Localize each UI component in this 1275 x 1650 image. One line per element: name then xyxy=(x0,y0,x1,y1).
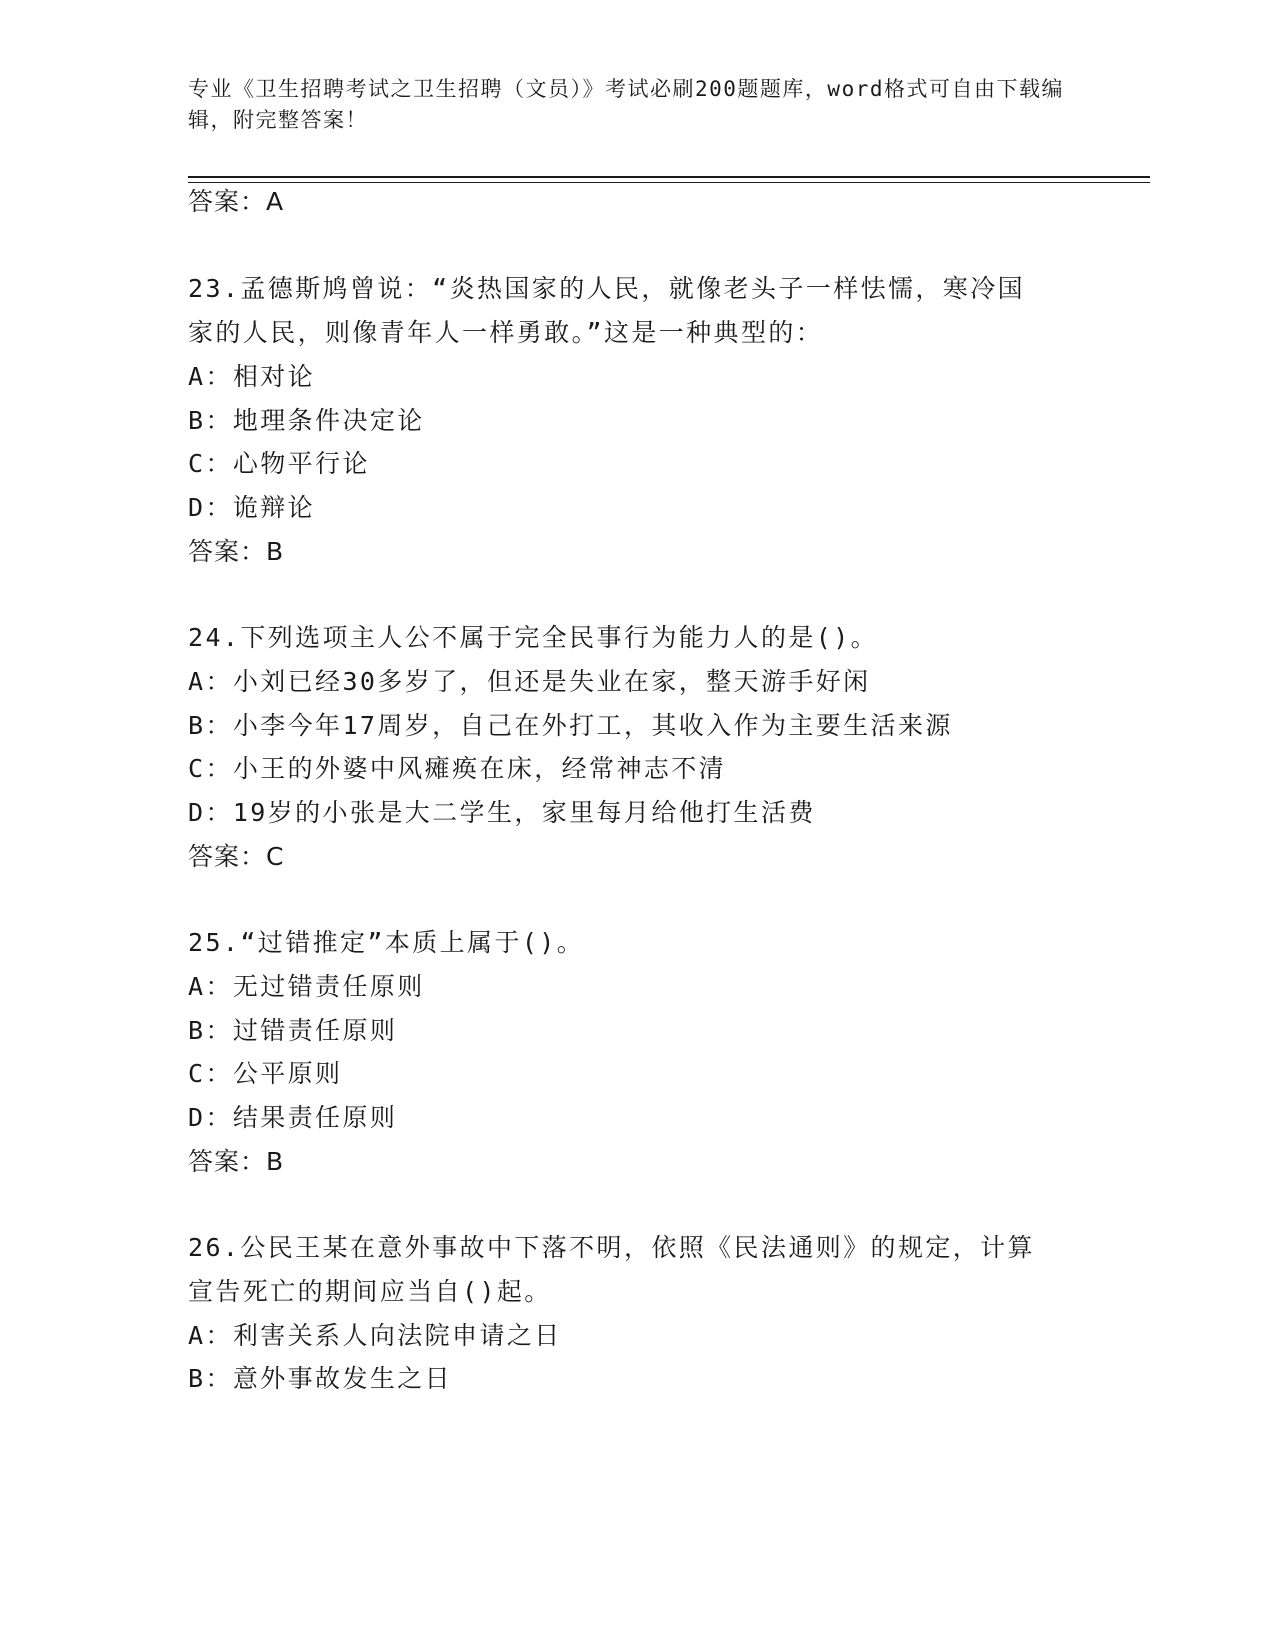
page-header: 专业《卫生招聘考试之卫生招聘（文员）》考试必刷200题题库，word格式可自由下载编辑，附完整答案！ xyxy=(188,77,1064,132)
option-b: B：过错责任原则 xyxy=(188,1016,398,1045)
answer-line xyxy=(188,535,284,569)
option-b: B：地理条件决定论 xyxy=(188,406,425,435)
option-b: B：意外事故发生之日 xyxy=(188,1364,453,1393)
option-d: D：结果责任原则 xyxy=(188,1103,398,1132)
question-stem-line: 家的人民，则像青年人一样勇敢。”这是一种典型的： xyxy=(188,318,824,347)
question-stem-line: 26.公民王某在意外事故中下落不明，依照《民法通则》的规定，计算 xyxy=(188,1233,1035,1262)
answer-label: 答案： xyxy=(188,537,267,566)
answer-value: C xyxy=(266,842,285,871)
option-a: A：相对论 xyxy=(188,362,316,391)
question-stem-line: 23.孟德斯鸠曾说：“炎热国家的人民，就像老头子一样怯懦，寒冷国 xyxy=(188,274,1026,303)
answer-value: B xyxy=(266,537,285,566)
option-d: D：诡辩论 xyxy=(188,493,316,522)
option-b: B：小李今年17周岁，自己在外打工，其收入作为主要生活来源 xyxy=(188,711,953,740)
answer-label: 答案： xyxy=(188,1147,267,1176)
option-c: C：公平原则 xyxy=(188,1059,343,1088)
answer-line xyxy=(188,840,284,874)
option-a: A：小刘已经30多岁了，但还是失业在家，整天游手好闲 xyxy=(188,667,871,696)
answer-value: B xyxy=(266,1147,285,1176)
answer-line xyxy=(188,185,284,219)
option-a: A：无过错责任原则 xyxy=(188,972,425,1001)
answer-label: 答案： xyxy=(188,187,267,216)
answer-value: A xyxy=(266,187,285,216)
question-stem-line: 宣告死亡的期间应当自()起。 xyxy=(188,1277,552,1306)
answer-line xyxy=(188,1145,284,1179)
option-c: C：小王的外婆中风瘫痪在床，经常神志不清 xyxy=(188,754,727,783)
header-divider-thick xyxy=(188,176,1150,178)
option-c: C：心物平行论 xyxy=(188,449,370,478)
header-divider-thin xyxy=(188,182,1150,183)
question-stem-line: 25.“过错推定”本质上属于()。 xyxy=(188,928,585,957)
answer-label: 答案： xyxy=(188,842,267,871)
option-d: D：19岁的小张是大二学生，家里每月给他打生活费 xyxy=(188,798,816,827)
question-stem-line: 24.下列选项主人公不属于完全民事行为能力人的是()。 xyxy=(188,623,879,652)
option-a: A：利害关系人向法院申请之日 xyxy=(188,1321,562,1350)
